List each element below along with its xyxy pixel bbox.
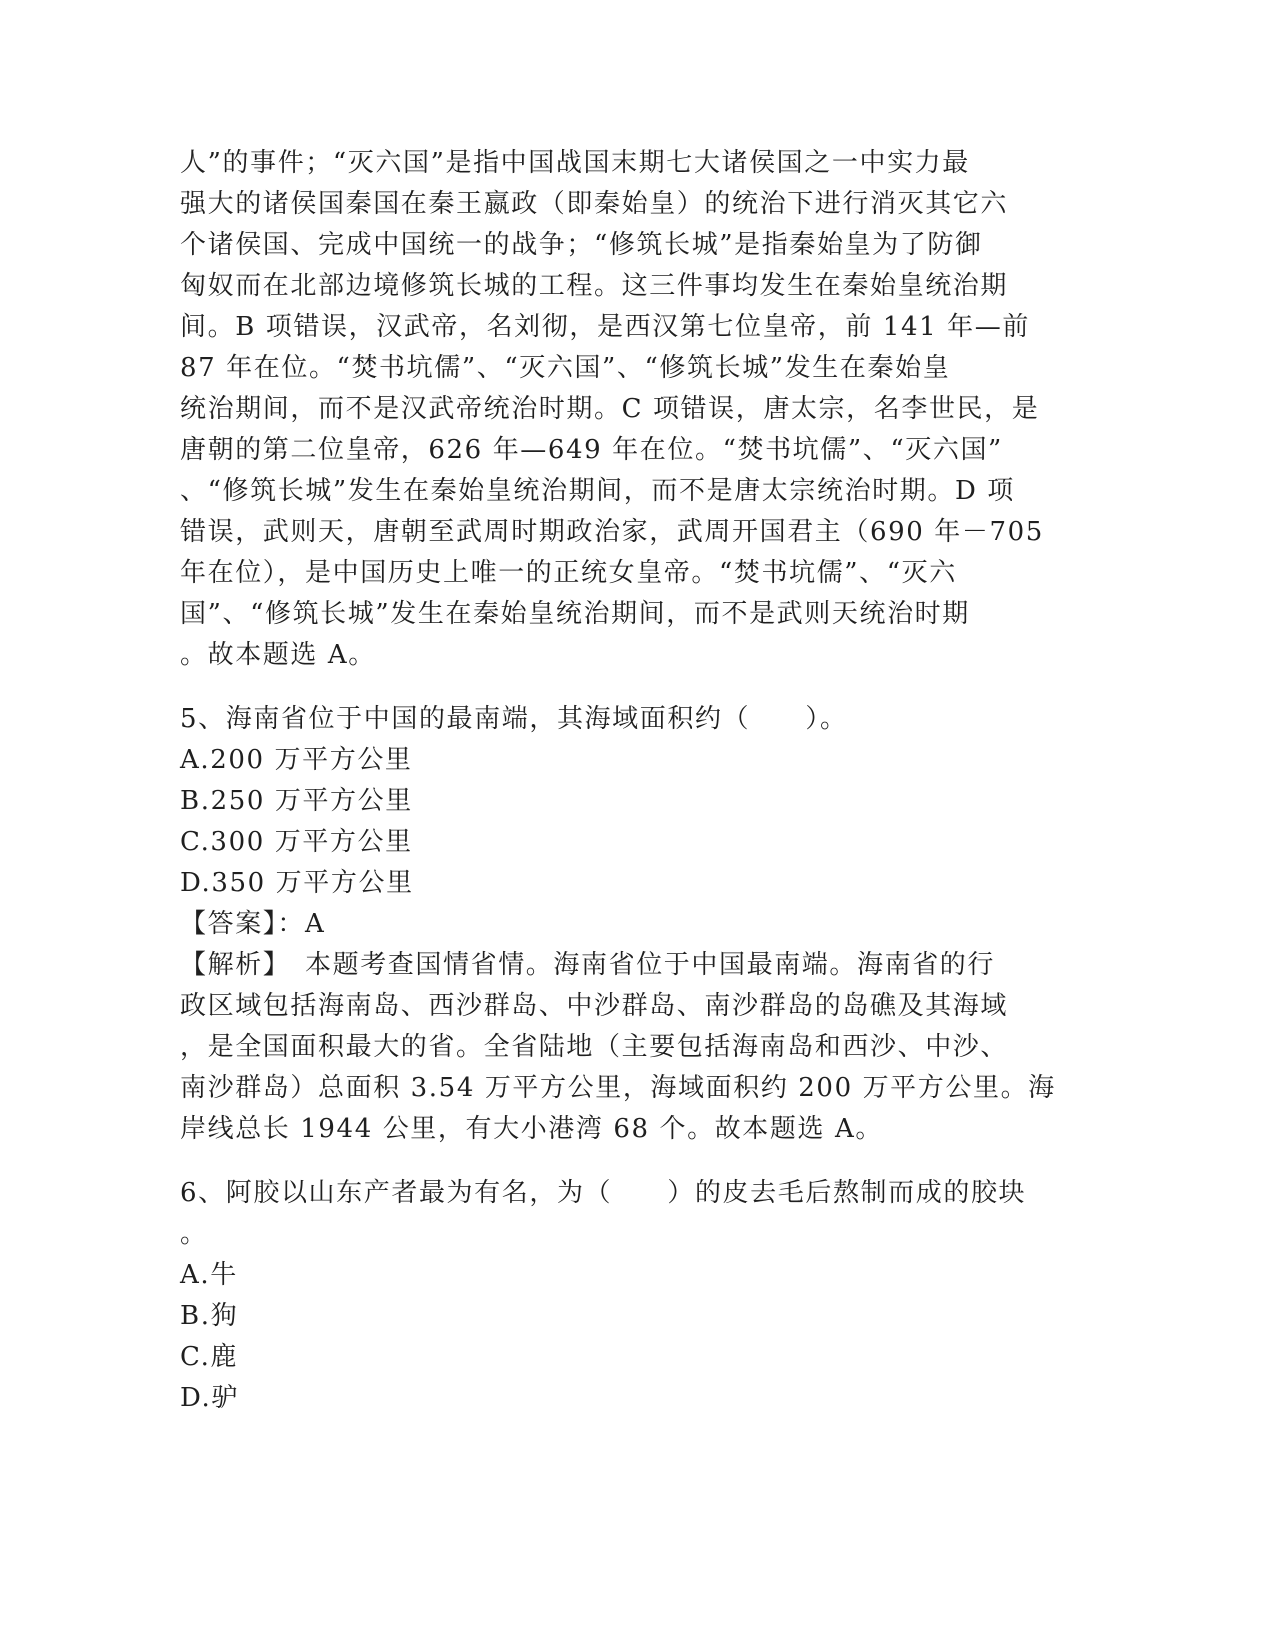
question-5-analysis-line: 南沙群岛）总面积 3.54 万平方公里，海域面积约 200 万平方公里。海 [180,1073,1056,1103]
question-6-stem: 6、阿胶以山东产者最为有名，为（ ）的皮去毛后熬制而成的胶块 [180,1178,1027,1208]
explanation-line: 人”的事件；“灭六国”是指中国战国末期七大诸侯国之一中实力最 [180,148,970,178]
question-5-analysis-line: 政区域包括海南岛、西沙群岛、中沙群岛、南沙群岛的岛礁及其海域 [180,991,1009,1021]
question-5-analysis-line: ，是全国面积最大的省。全省陆地（主要包括海南岛和西沙、中沙、 [180,1032,1009,1062]
question-6-option-c: C.鹿 [180,1342,239,1372]
explanation-line: 国”、“修筑长城”发生在秦始皇统治期间，而不是武则天统治时期 [180,599,970,629]
question-5-analysis-line: 【解析】 本题考查国情省情。海南省位于中国最南端。海南省的行 [180,950,996,980]
question-5-option-c: C.300 万平方公里 [180,827,413,857]
explanation-line: 个诸侯国、完成中国统一的战争；“修筑长城”是指秦始皇为了防御 [180,230,983,260]
question-6-stem-continued: 。 [180,1219,208,1249]
explanation-line: 强大的诸侯国秦国在秦王嬴政（即秦始皇）的统治下进行消灭其它六 [180,189,1009,219]
explanation-line: 87 年在位。“焚书坑儒”、“灭六国”、“修筑长城”发生在秦始皇 [180,353,951,383]
explanation-line: 年在位），是中国历史上唯一的正统女皇帝。“焚书坑儒”、“灭六 [180,558,957,588]
explanation-line: 间。B 项错误，汉武帝，名刘彻，是西汉第七位皇帝，前 141 年—前 [180,312,1030,342]
explanation-line: 、“修筑长城”发生在秦始皇统治期间，而不是唐太宗统治时期。D 项 [180,476,1015,506]
explanation-line: 。故本题选 A。 [180,640,376,670]
explanation-line: 错误，武则天，唐朝至武周时期政治家，武周开国君主（690 年－705 [180,517,1044,547]
question-6-option-d: D.驴 [180,1383,239,1413]
question-5-analysis-line: 岸线总长 1944 公里，有大小港湾 68 个。故本题选 A。 [180,1114,883,1144]
explanation-line: 唐朝的第二位皇帝，626 年—649 年在位。“焚书坑儒”、“灭六国” [180,435,1003,465]
question-5-option-b: B.250 万平方公里 [180,786,413,816]
question-6-option-b: B.狗 [180,1301,239,1331]
explanation-line: 匈奴而在北部边境修筑长城的工程。这三件事均发生在秦始皇统治期 [180,271,1009,301]
question-5-stem: 5、海南省位于中国的最南端，其海域面积约（ ）。 [180,704,848,734]
question-5-option-d: D.350 万平方公里 [180,868,414,898]
question-5-option-a: A.200 万平方公里 [180,745,413,775]
explanation-line: 统治期间，而不是汉武帝统治时期。C 项错误，唐太宗，名李世民，是 [180,394,1040,424]
question-5-answer: 【答案】：A [180,909,326,939]
question-6-option-a: A.牛 [180,1260,238,1290]
